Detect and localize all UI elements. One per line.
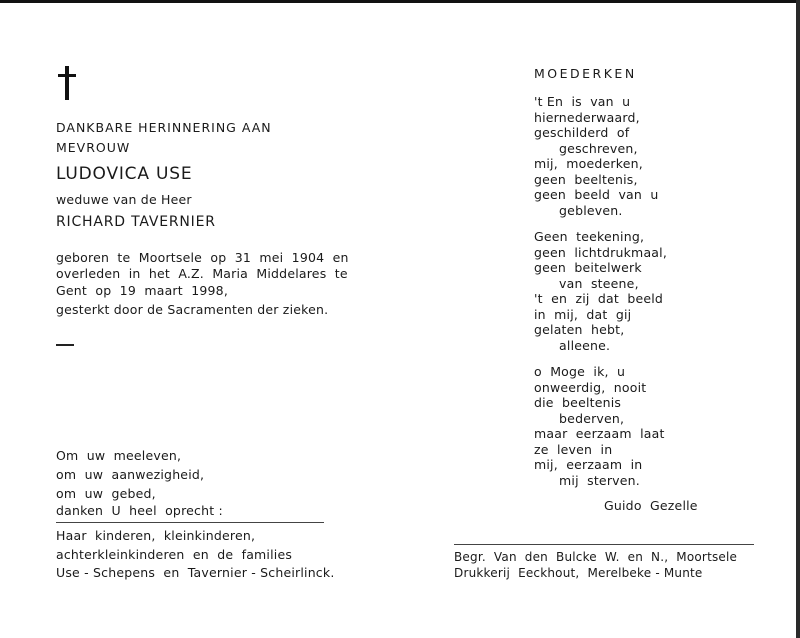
printer-line: Drukkerij Eeckhout, Merelbeke - Munte <box>454 566 703 580</box>
poem-line: in mij, dat gij <box>534 307 632 322</box>
bio-line: gesterkt door de Sacramenten der zieken. <box>56 302 329 317</box>
poem-line: geen beeltenis, <box>534 172 638 187</box>
poem-line: o Moge ik, u <box>534 364 626 379</box>
poem-line: 't En is van u <box>534 94 631 109</box>
poem-line: hiernederwaard, <box>534 110 640 125</box>
poem-line: geen lichtdrukmaal, <box>534 245 668 260</box>
poem-line: maar eerzaam laat <box>534 426 665 441</box>
poem-title: MOEDERKEN <box>534 66 637 81</box>
thanks-line: danken U heel oprecht : <box>56 503 223 518</box>
poem-line: geschilderd of <box>534 125 630 140</box>
poem-line: bederven, <box>534 411 625 426</box>
family-line: Use - Schepens en Tavernier - Scheirlinck. <box>56 565 335 580</box>
thanks-line: Om uw meeleven, <box>56 448 182 463</box>
poem-line: Geen teekening, <box>534 229 645 244</box>
poem-line: geen beeld van u <box>534 187 659 202</box>
poem-line: mij sterven. <box>534 473 640 488</box>
printer-line: Begr. Van den Bulcke W. en N., Moortsele <box>454 550 738 564</box>
thanks-line: om uw aanwezigheid, <box>56 467 205 482</box>
top-edge <box>0 0 800 3</box>
poem-line: geen beitelwerk <box>534 260 642 275</box>
thanks-line: om uw gebed, <box>56 486 156 501</box>
poem-line: geschreven, <box>534 141 638 156</box>
intro-line-1: DANKBARE HERINNERING AAN <box>56 120 272 135</box>
bio-line: overleden in het A.Z. Maria Middelares te <box>56 266 348 281</box>
poem-line: gebleven. <box>534 203 623 218</box>
widow-line: weduwe van de Heer <box>56 192 192 207</box>
bio-line: geboren te Moortsele op 31 mei 1904 en <box>56 250 349 265</box>
cross-icon <box>54 66 80 100</box>
poem-line: ze leven in <box>534 442 613 457</box>
poem-line: van steene, <box>534 276 639 291</box>
poem-line: 't en zij dat beeld <box>534 291 664 306</box>
family-line: achterkleinkinderen en de families <box>56 547 293 562</box>
poem-line: mij, eerzaam in <box>534 457 643 472</box>
intro-line-2: MEVROUW <box>56 140 131 155</box>
poem-author: Guido Gezelle <box>604 498 698 513</box>
right-rule <box>454 544 754 545</box>
left-rule <box>56 522 324 523</box>
right-edge <box>796 0 800 638</box>
poem-line: gelaten hebt, <box>534 322 625 337</box>
divider-dash <box>56 344 74 346</box>
husband-name: RICHARD TAVERNIER <box>56 214 216 230</box>
poem-line: die beeltenis <box>534 395 622 410</box>
poem-line: alleene. <box>534 338 611 353</box>
family-line: Haar kinderen, kleinkinderen, <box>56 528 256 543</box>
poem-line: mij, moederken, <box>534 156 643 171</box>
poem-line: onweerdig, nooit <box>534 380 647 395</box>
deceased-name: LUDOVICA USE <box>56 164 193 184</box>
bio-line: Gent op 19 maart 1998, <box>56 283 228 298</box>
